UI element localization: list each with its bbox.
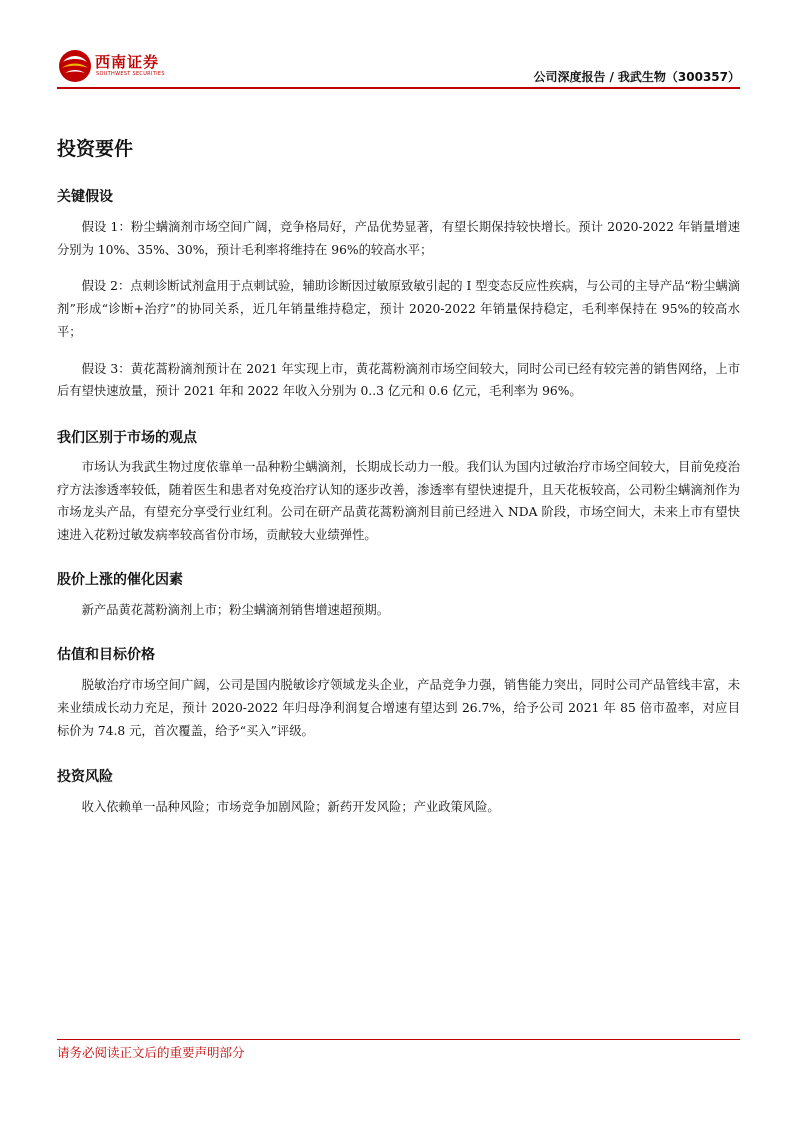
footer-notice: 请务必阅读正文后的重要声明部分 xyxy=(57,1045,245,1060)
assumption-paragraph-2: 假设 2：点刺诊断试剂盒用于点刺试验，辅助诊断因过敏原致敏引起的 I 型变态反应性疾病，与公司的主导产品“粉尘螨滴剂”形成“诊断+治疗”的协同关系，近几年销量维持稳定，预计 2020-2022 年销量保持稳定，毛利率保持在 95%的较高水平； xyxy=(57,279,740,339)
section-key-assumptions xyxy=(57,186,740,403)
section-title-valuation: 估值和目标价格 xyxy=(57,647,155,664)
company-name: 我武生物（300357） xyxy=(617,70,740,84)
main-content xyxy=(57,134,740,818)
market-view-paragraph: 市场认为我武生物过度依靠单一品种粉尘螨滴剂，长期成长动力一般。我们认为国内过敏治疗市场空间较大，目前免疫治疗方法渗透率较低，随着医生和患者对免疫治疗认知的逐步改善，渗透率有望快速提升，且天花板较高，公司粉尘螨滴剂作为市场龙头产品，有望充分享受行业红利。公司在研产品黄花蒿粉滴剂目前已经进入 NDA 阶段，市场空间大，未来上市有望快速进入花粉过敏发病率较高省份市场，贡献较大业绩弹性。 xyxy=(57,459,740,543)
risks-paragraph: 收入依赖单一品种风险；市场竞争加剧风险；新药开发风险；产业政策风险。 xyxy=(81,799,500,814)
assumption-paragraph-1: 假设 1：粉尘螨滴剂市场空间广阔，竞争格局好，产品优势显著，有望长期保持较快增长。预计 2020-2022 年销量增速分别为 10%、35%、30%，预计毛利率将维持在 96%的较高水平； xyxy=(57,220,740,257)
catalysts-paragraph: 新产品黄花蒿粉滴剂上市；粉尘螨滴剂销售增速超预期。 xyxy=(81,602,390,617)
logo-mark-icon xyxy=(57,48,93,84)
header-divider xyxy=(57,87,740,89)
page-header xyxy=(57,40,740,88)
header-separator: / xyxy=(609,70,614,84)
logo-english-name: SOUTHWEST SECURITIES xyxy=(96,71,165,77)
report-type: 公司深度报告 xyxy=(533,70,606,84)
page-title: 投资要件 xyxy=(57,138,134,160)
section-market-view xyxy=(57,427,740,547)
section-catalysts xyxy=(57,569,740,622)
section-title-key-assumptions: 关键假设 xyxy=(57,189,113,205)
footer-divider xyxy=(57,1039,740,1040)
section-title-risks: 投资风险 xyxy=(57,768,113,785)
section-title-market-view: 我们区别于市场的观点 xyxy=(57,429,197,446)
valuation-paragraph: 脱敏治疗市场空间广阔，公司是国内脱敏诊疗领域龙头企业，产品竞争力强，销售能力突出，同时公司产品管线丰富，未来业绩成长动力充足，预计 2020-2022 年归母净利润复合增速有望达到 26.7%，给予公司 2021 年 85 倍市盈率，对应目标价为 74.8 元，首次覆盖，给予“买入”评级。 xyxy=(57,678,740,738)
assumption-paragraph-3: 假设 3：黄花蒿粉滴剂预计在 2021 年实现上市，黄花蒿粉滴剂市场空间较大，同时公司已经有较完善的销售网络，上市后有望快速放量，预计 2021 年和 2022 年收入分别为 0..3 亿元和 0.6 亿元，毛利率为 96%。 xyxy=(57,361,740,399)
logo-chinese-name: 西南证券 xyxy=(95,53,160,71)
section-risks xyxy=(57,766,740,819)
company-logo xyxy=(57,46,167,86)
report-header-info xyxy=(533,68,740,85)
section-valuation xyxy=(57,644,740,742)
section-title-catalysts: 股价上涨的催化因素 xyxy=(57,571,183,588)
